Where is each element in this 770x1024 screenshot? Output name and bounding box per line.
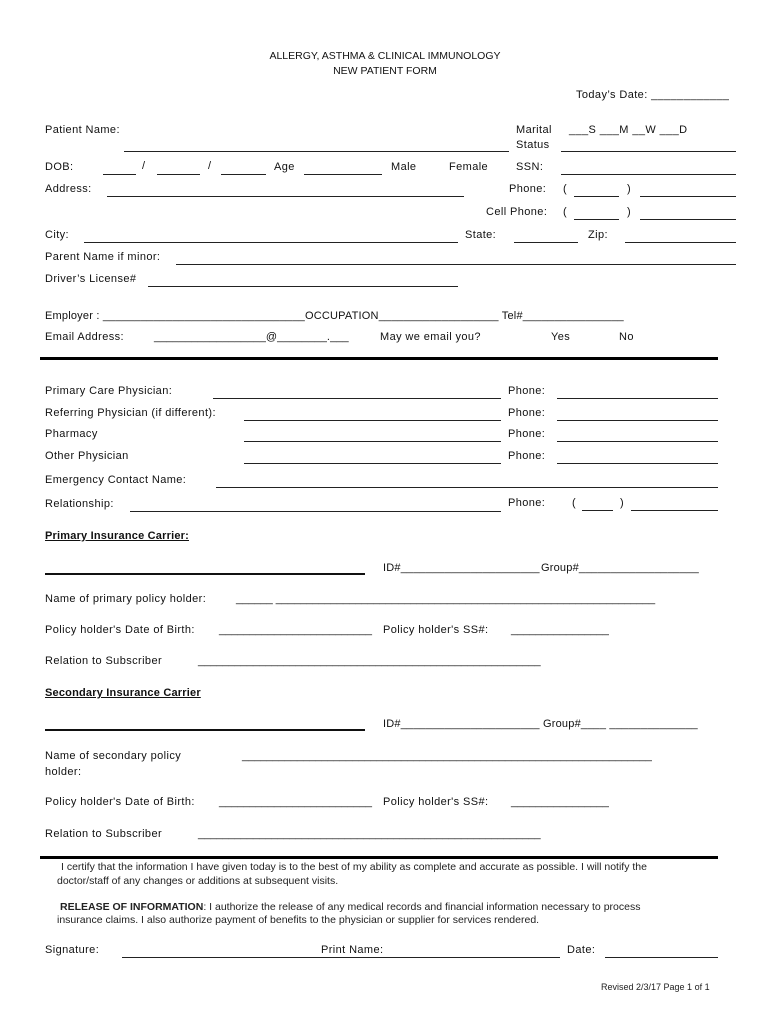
city-line[interactable] bbox=[84, 242, 458, 243]
cell-paren-close: ) bbox=[627, 206, 632, 218]
dob-month-line[interactable] bbox=[103, 174, 136, 175]
date-line[interactable] bbox=[605, 957, 718, 958]
secondary-holder-dob-field[interactable]: _________________________ bbox=[219, 796, 372, 808]
revision-footer: Revised 2/3/17 Page 1 of 1 bbox=[601, 982, 710, 992]
state-line[interactable] bbox=[514, 242, 578, 243]
release-info-heading: RELEASE OF INFORMATION bbox=[60, 901, 204, 913]
phone-area-line[interactable] bbox=[574, 196, 619, 197]
emergency-paren-close: ) bbox=[620, 497, 625, 509]
email-label: Email Address: bbox=[45, 331, 124, 343]
pcp-line[interactable] bbox=[213, 398, 501, 399]
state-label: State: bbox=[465, 229, 497, 241]
email-field[interactable]: __________________@________.___ bbox=[154, 331, 349, 343]
release-info-text-line-2: insurance claims. I also authorize payment of benefits to the physician or supplier for services rendered. bbox=[57, 914, 540, 926]
primary-relation-label: Relation to Subscriber bbox=[45, 655, 163, 667]
secondary-carrier-line[interactable] bbox=[45, 729, 365, 731]
secondary-holder-field[interactable]: ___________________________________________________________________ bbox=[242, 750, 652, 762]
pcp-phone-label: Phone: bbox=[508, 385, 546, 397]
age-line[interactable] bbox=[304, 174, 382, 175]
secondary-id-field[interactable]: ID#______________________ bbox=[383, 718, 540, 730]
cell-number-line[interactable] bbox=[640, 219, 736, 220]
other-physician-label: Other Physician bbox=[45, 450, 129, 462]
emergency-phone-label: Phone: bbox=[508, 497, 546, 509]
secondary-relation-label: Relation to Subscriber bbox=[45, 828, 163, 840]
pharmacy-label: Pharmacy bbox=[45, 428, 98, 440]
phone-label: Phone: bbox=[509, 183, 547, 195]
other-physician-line[interactable] bbox=[244, 463, 501, 464]
marital-status-line[interactable] bbox=[561, 151, 736, 152]
patient-name-label: Patient Name: bbox=[45, 124, 120, 136]
signature-label: Signature: bbox=[45, 944, 100, 956]
drivers-license-label: Driver’s License# bbox=[45, 273, 137, 285]
certify-divider bbox=[40, 856, 718, 859]
pharmacy-phone-line[interactable] bbox=[557, 441, 718, 442]
ssn-label: SSN: bbox=[516, 161, 544, 173]
secondary-group-field[interactable]: Group#____ ______________ bbox=[543, 718, 698, 730]
primary-holder-label: Name of primary policy holder: bbox=[45, 593, 207, 605]
secondary-holder-label-2: holder: bbox=[45, 766, 82, 778]
primary-holder-ss-field[interactable]: ________________ bbox=[511, 624, 609, 636]
emergency-area-line[interactable] bbox=[582, 510, 613, 511]
female-option[interactable]: Female bbox=[449, 161, 489, 173]
primary-holder-field[interactable]: ______ ______________________________________________________________ bbox=[236, 593, 656, 605]
age-label: Age bbox=[274, 161, 295, 173]
emergency-paren-open: ( bbox=[572, 497, 577, 509]
phone-paren-close: ) bbox=[627, 183, 632, 195]
signature-line[interactable] bbox=[122, 957, 560, 958]
secondary-holder-ss-label: Policy holder's SS#: bbox=[383, 796, 489, 808]
other-phone-line[interactable] bbox=[557, 463, 718, 464]
cell-area-line[interactable] bbox=[574, 219, 619, 220]
phone-paren-open: ( bbox=[563, 183, 568, 195]
form-title-org: ALLERGY, ASTHMA & CLINICAL IMMUNOLOGY bbox=[269, 50, 501, 62]
referring-physician-line[interactable] bbox=[244, 420, 501, 421]
male-option[interactable]: Male bbox=[391, 161, 417, 173]
release-info-text bbox=[60, 901, 720, 914]
marital-status-label-2: Status bbox=[516, 139, 550, 151]
todays-date-field[interactable]: Today’s Date: ____________ bbox=[576, 89, 730, 101]
may-email-label: May we email you? bbox=[380, 331, 481, 343]
primary-group-field[interactable]: Group#___________________ bbox=[541, 562, 699, 574]
print-name-label: Print Name: bbox=[321, 944, 384, 956]
patient-name-line[interactable] bbox=[124, 151, 509, 152]
emergency-number-line[interactable] bbox=[631, 510, 718, 511]
form-title: NEW PATIENT FORM bbox=[333, 65, 437, 77]
other-phone-label: Phone: bbox=[508, 450, 546, 462]
marital-status-label: Marital bbox=[516, 124, 552, 136]
dob-separator: / bbox=[142, 160, 146, 172]
section-divider bbox=[40, 357, 718, 360]
zip-line[interactable] bbox=[625, 242, 736, 243]
secondary-insurance-heading: Secondary Insurance Carrier bbox=[45, 687, 201, 699]
secondary-holder-ss-field[interactable]: ________________ bbox=[511, 796, 609, 808]
relationship-line[interactable] bbox=[130, 511, 501, 512]
dob-label: DOB: bbox=[45, 161, 74, 173]
email-yes-option[interactable]: Yes bbox=[551, 331, 571, 343]
date-label: Date: bbox=[567, 944, 596, 956]
pharmacy-line[interactable] bbox=[244, 441, 501, 442]
relationship-label: Relationship: bbox=[45, 498, 114, 510]
referring-phone-label: Phone: bbox=[508, 407, 546, 419]
emergency-contact-label: Emergency Contact Name: bbox=[45, 474, 187, 486]
parent-name-line[interactable] bbox=[176, 264, 736, 265]
employer-occupation-tel[interactable]: Employer : ________________________________OCCUPATION___________________ Tel#________________ bbox=[45, 310, 624, 322]
phone-number-line[interactable] bbox=[640, 196, 736, 197]
dob-day-line[interactable] bbox=[157, 174, 200, 175]
address-label: Address: bbox=[45, 183, 92, 195]
primary-holder-dob-label: Policy holder's Date of Birth: bbox=[45, 624, 195, 636]
secondary-relation-field[interactable]: ________________________________________________________ bbox=[198, 828, 541, 840]
primary-carrier-line[interactable] bbox=[45, 573, 365, 575]
dob-separator: / bbox=[208, 160, 212, 172]
certify-text-line-2: doctor/staff of any changes or additions at subsequent visits. bbox=[57, 875, 339, 887]
primary-holder-dob-field[interactable]: _________________________ bbox=[219, 624, 372, 636]
primary-id-field[interactable]: ID#______________________ bbox=[383, 562, 540, 574]
certify-text-line-1: I certify that the information I have given today is to the best of my ability as complete and accurate as possible. I will notify the bbox=[61, 861, 647, 873]
pharmacy-phone-label: Phone: bbox=[508, 428, 546, 440]
primary-insurance-heading: Primary Insurance Carrier: bbox=[45, 530, 189, 542]
parent-name-label: Parent Name if minor: bbox=[45, 251, 161, 263]
pcp-phone-line[interactable] bbox=[557, 398, 718, 399]
primary-relation-field[interactable]: ________________________________________________________ bbox=[198, 655, 541, 667]
city-label: City: bbox=[45, 229, 69, 241]
primary-holder-ss-label: Policy holder's SS#: bbox=[383, 624, 489, 636]
drivers-license-line[interactable] bbox=[148, 286, 458, 287]
marital-status-options[interactable]: ___S ___M __W ___D bbox=[569, 124, 688, 136]
referring-phone-line[interactable] bbox=[557, 420, 718, 421]
ssn-line[interactable] bbox=[561, 174, 736, 175]
zip-label: Zip: bbox=[588, 229, 608, 241]
dob-year-line[interactable] bbox=[221, 174, 266, 175]
secondary-holder-dob-label: Policy holder's Date of Birth: bbox=[45, 796, 195, 808]
emergency-contact-line[interactable] bbox=[216, 487, 718, 488]
pcp-label: Primary Care Physician: bbox=[45, 385, 173, 397]
release-info-body: : I authorize the release of any medical records and financial information necessary to process bbox=[203, 901, 641, 913]
address-line[interactable] bbox=[107, 196, 464, 197]
referring-physician-label: Referring Physician (if different): bbox=[45, 407, 216, 419]
secondary-holder-label: Name of secondary policy bbox=[45, 750, 182, 762]
email-no-option[interactable]: No bbox=[619, 331, 634, 343]
cell-phone-label: Cell Phone: bbox=[486, 206, 548, 218]
cell-paren-open: ( bbox=[563, 206, 568, 218]
